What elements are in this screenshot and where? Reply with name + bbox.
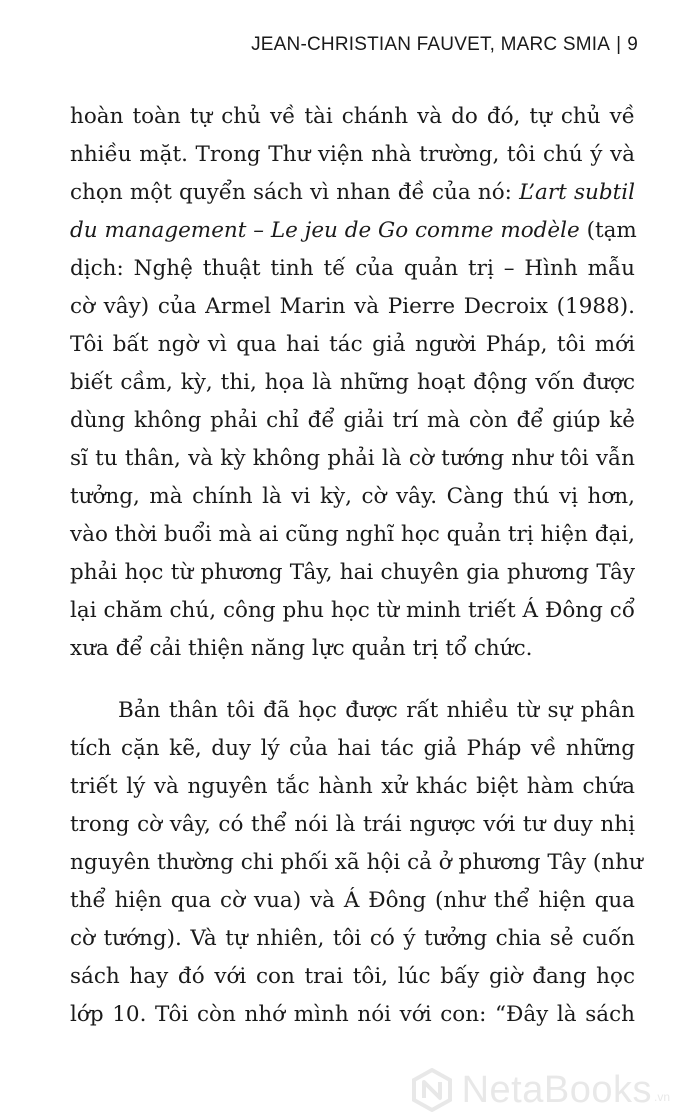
text-run: chọn một quyển sách vì nhan đề của nó: (70, 180, 520, 205)
text-line: nguyên thường chi phối xã hội cả ở phương Tây (như (70, 850, 643, 875)
body-text (70, 98, 643, 1034)
text-line: tưởng, mà chính là vi kỳ, cờ vây. Càng thú vị hơn, (70, 484, 635, 509)
text-line: xưa để cải thiện năng lực quản trị tổ chức. (70, 636, 533, 661)
paragraph-2 (70, 692, 643, 1034)
text-line: vào thời buổi mà ai cũng nghĩ học quản trị hiện đại, (70, 522, 635, 547)
watermark-tld: .vn (653, 1090, 670, 1104)
header-separator: | (616, 34, 622, 55)
text-line: Bản thân tôi đã học được rất nhiều từ sự phân (118, 698, 635, 723)
text-line (70, 174, 635, 212)
text-line (70, 212, 635, 250)
page-number: 9 (627, 34, 638, 55)
text-line: triết lý và nguyên tắc hành xử khác biệt hàm chứa (70, 774, 635, 799)
text-line: Tôi bất ngờ vì qua hai tác giả người Pháp, tôi mới (70, 332, 635, 357)
text-line: nhiều mặt. Trong Thư viện nhà trường, tôi chú ý và (70, 142, 635, 167)
text-line: hoàn toàn tự chủ về tài chánh và do đó, tự chủ về (70, 104, 635, 129)
text-line: cờ vây) của Armel Marin và Pierre Decroix (1988). (70, 294, 635, 319)
text-run: (tạm (579, 218, 637, 243)
netabooks-logo-icon (410, 1068, 454, 1112)
watermark-brand: NetaBooks (461, 1068, 652, 1111)
paragraph-1 (70, 98, 635, 668)
book-title-italic: du management – Le jeu de Go comme modèle (70, 218, 580, 243)
book-title-italic: L’art subtil (519, 180, 635, 205)
text-line: trong cờ vây, có thể nói là trái ngược với tư duy nhị (70, 812, 635, 837)
text-line: tích cặn kẽ, duy lý của hai tác giả Pháp về những (70, 736, 635, 761)
header-authors: JEAN-CHRISTIAN FAUVET, MARC SMIA (251, 34, 611, 55)
text-line: sách hay đó với con trai tôi, lúc bấy giờ đang học (70, 964, 635, 989)
text-line: phải học từ phương Tây, hai chuyên gia phương Tây (70, 560, 635, 585)
text-line: sĩ tu thân, và kỳ không phải là cờ tướng như tôi vẫn (70, 446, 635, 471)
text-line: thể hiện qua cờ vua) và Á Đông (như thể hiện qua (70, 888, 635, 913)
text-line: cờ tướng). Và tự nhiên, tôi có ý tưởng chia sẻ cuốn (70, 926, 635, 951)
text-line: dịch: Nghệ thuật tinh tế của quản trị – Hình mẫu (70, 256, 635, 281)
netabooks-watermark (410, 1068, 670, 1112)
running-head (251, 34, 638, 56)
text-line: biết cầm, kỳ, thi, họa là những hoạt động vốn được (70, 370, 635, 395)
paragraph-gap (70, 668, 635, 692)
text-line: dùng không phải chỉ để giải trí mà còn để giúp kẻ (70, 408, 635, 433)
text-line: lớp 10. Tôi còn nhớ mình nói với con: “Đây là sách (70, 1002, 635, 1027)
text-line: lại chăm chú, công phu học từ minh triết Á Đông cổ (70, 598, 635, 623)
